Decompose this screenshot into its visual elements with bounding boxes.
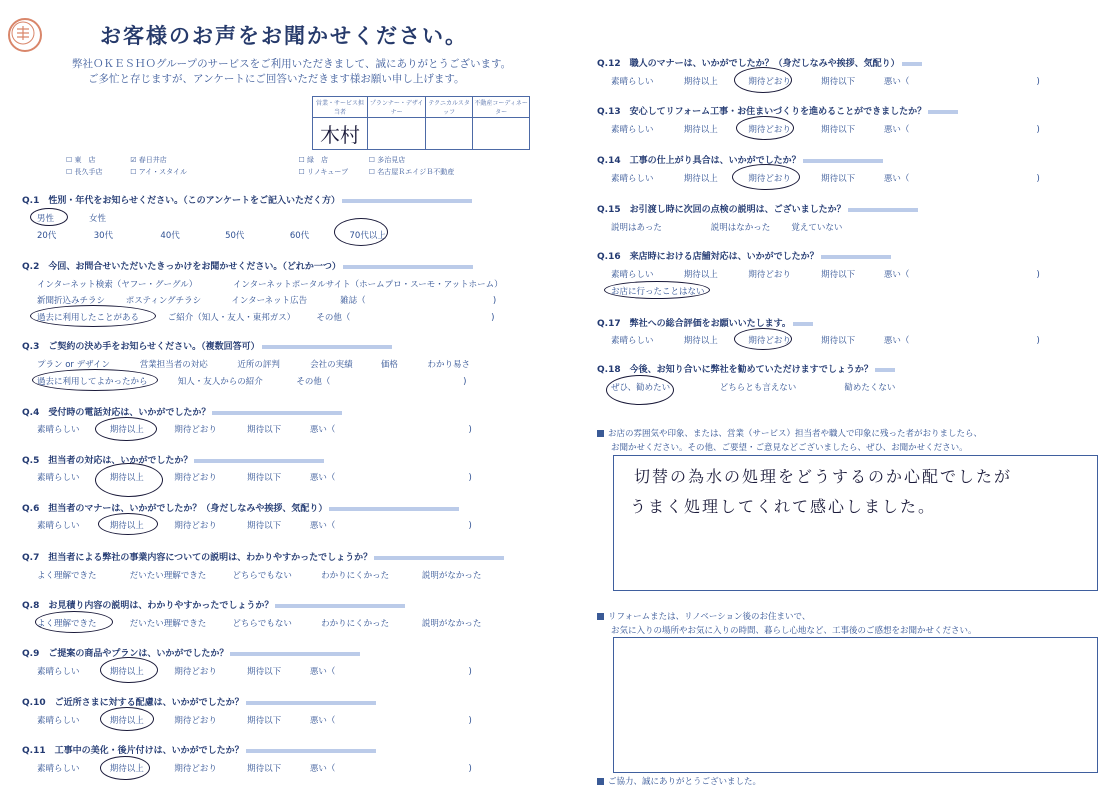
question-q18: Q.18 今後、お知り合いに弊社を勧めていただけますでしょうか？ bbox=[597, 362, 895, 375]
store-checkbox-row-2: ☐ 長久手店 ☐ アイ・スタイル ☐ リノキューブ ☐ 名古屋ＲエイジＢ不動産 bbox=[66, 168, 455, 176]
q18-options: ぜひ、勧めたい どちらとも言えない 勧めたくない bbox=[611, 383, 896, 393]
page-title: お客様のお声をお聞かせください。 bbox=[100, 24, 468, 48]
question-q12: Q.12 職人のマナーは、いかがでしたか？（身だしなみや挨拶、気配り） bbox=[597, 56, 922, 69]
intro-line-1: 弊社ＯＫＥＳＨＯグループのサービスをご利用いただきまして、誠にありがとうございます。 bbox=[72, 58, 512, 70]
q17-options: 素晴らしい 期待以上 期待どおり 期待以下 悪い（ ) bbox=[611, 336, 1040, 346]
question-q16: Q.16 来店時における店舗対応は、いかがでしたか？ bbox=[597, 249, 891, 262]
q13-options: 素晴らしい 期待以上 期待どおり 期待以下 悪い（ ) bbox=[611, 125, 1040, 135]
q10-options: 素晴らしい 期待以上 期待どおり 期待以下 悪い（ ) bbox=[37, 716, 472, 726]
section-marker-icon bbox=[597, 430, 604, 437]
question-q11: Q.11 工事中の美化・後片付けは、いかがでしたか？ bbox=[22, 743, 376, 756]
q5-options: 素晴らしい 期待以上 期待どおり 期待以下 悪い（ ) bbox=[37, 473, 472, 483]
question-q4: Q.4 受付時の電話対応は、いかがでしたか？ bbox=[22, 405, 342, 418]
q2-row-3: 過去に利用したことがある ご紹介（知人・友人・東邦ガス） その他（ ) bbox=[37, 313, 495, 323]
question-q13: Q.13 安心してリフォーム工事・お住まいづくりを進めることができましたか？ bbox=[597, 104, 958, 117]
question-q2: Q.2 今回、お問合せいただいたきっかけをお聞かせください。（どれか一つ） bbox=[22, 259, 473, 272]
answer-circle-q3 bbox=[32, 369, 158, 391]
answer-circle-q18 bbox=[606, 375, 674, 405]
staff-col-sales: 営業・サービス担当者 bbox=[313, 97, 368, 118]
answer-circle-q1-age bbox=[334, 218, 388, 246]
question-q9: Q.9 ご提案の商品やプランは、いかがでしたか？ bbox=[22, 646, 360, 659]
q12-options: 素晴らしい 期待以上 期待どおり 期待以下 悪い（ ) bbox=[611, 77, 1040, 87]
answer-circle-q8 bbox=[35, 611, 113, 633]
question-q17: Q.17 弊社への総合評価をお願いいたします。 bbox=[597, 316, 813, 329]
answer-circle-q16 bbox=[604, 281, 710, 299]
intro-line-2: ご多忙と存じますが、アンケートにご回答いただきます様お願い申し上げます。 bbox=[88, 73, 465, 85]
q15-options: 説明はあった 説明はなかった 覚えていない bbox=[611, 223, 843, 233]
answer-circle-q10 bbox=[100, 707, 154, 731]
q7-options: よく理解できた だいたい理解できた どちらでもない わかりにくかった 説明がなかった bbox=[37, 571, 482, 581]
comments-box-2[interactable] bbox=[613, 637, 1098, 773]
answer-circle-q11 bbox=[100, 756, 150, 780]
answer-circle-q13 bbox=[736, 116, 794, 140]
answer-circle-q2 bbox=[30, 305, 156, 327]
q11-options: 素晴らしい 期待以上 期待どおり 期待以下 悪い（ ) bbox=[37, 764, 472, 774]
question-q14: Q.14 工事の仕上がり具合は、いかがでしたか？ bbox=[597, 153, 883, 166]
answer-circle-q17 bbox=[734, 328, 792, 350]
staff-col-planner: プランナー・デザイナー bbox=[368, 97, 426, 118]
q2-row-1: インターネット検索（ヤフー・グーグル） インターネットポータルサイト（ホームプロ・スーモ・アットホーム） bbox=[37, 280, 503, 290]
handwritten-comment-line-1: 切替の為水の処理をどうするのか心配でしたが bbox=[634, 467, 1013, 486]
section-marker-icon bbox=[597, 613, 604, 620]
q1-row-2: 20代 30代 40代 50代 60代 70代以上 bbox=[37, 231, 386, 241]
answer-circle-q9 bbox=[100, 657, 158, 683]
question-q3: Q.3 ご契約の決め手をお知らせください。（複数回答可） bbox=[22, 339, 392, 352]
handwritten-comment-line-2: うまく処理してくれて感心しました。 bbox=[630, 497, 937, 516]
q3-row-2: 過去に利用してよかったから 知人・友人からの紹介 その他（ ) bbox=[37, 377, 467, 387]
q6-options: 素晴らしい 期待以上 期待どおり 期待以下 悪い（ ) bbox=[37, 521, 472, 531]
section-marker-icon bbox=[597, 778, 604, 785]
answer-circle-q4 bbox=[95, 417, 157, 441]
question-q5: Q.5 担当者の対応は、いかがでしたか？ bbox=[22, 453, 324, 466]
question-q1: Q.1 性別・年代をお知らせください。（このアンケートをご記入いただく方） bbox=[22, 193, 472, 206]
question-q8: Q.8 お見積り内容の説明は、わかりやすかったでしょうか？ bbox=[22, 598, 405, 611]
answer-circle-q6 bbox=[98, 513, 158, 535]
staff-col-realestate: 不動産コーディネーター bbox=[473, 97, 530, 118]
q16-options: 素晴らしい 期待以上 期待どおり 期待以下 悪い（ ) bbox=[611, 270, 1040, 280]
comments-prompt-1-line-1: お店の雰囲気や印象、または、営業（サービス）担当者や職人で印象に残った者がおりましたら、 bbox=[597, 427, 982, 439]
question-q6: Q.6 担当者のマナーは、いかがでしたか？（身だしなみや挨拶、気配り） bbox=[22, 501, 459, 514]
question-q7: Q.7 担当者による弊社の事業内容についての説明は、わかりやすかったでしょうか？ bbox=[22, 550, 504, 563]
question-q15: Q.15 お引渡し時に次回の点検の説明は、ございましたか？ bbox=[597, 202, 918, 215]
staff-table bbox=[312, 96, 530, 150]
comments-prompt-2-line-1: リフォームまたは、リノベーション後のお住まいで、 bbox=[597, 610, 810, 622]
q1-row-1: 男性 女性 bbox=[37, 214, 107, 224]
q2-row-2: 新聞折込みチラシ ポスティングチラシ インターネット広告 雑誌（ ) bbox=[37, 296, 497, 306]
comments-prompt-1-line-2: お聞かせください。その他、ご要望・ご意見などございましたら、ぜひ、お聞かせください。 bbox=[611, 443, 968, 453]
answer-circle-q5 bbox=[95, 463, 163, 497]
q3-row-1: プラン or デザイン 営業担当者の対応 近所の評判 会社の実績 価格 わかり易さ bbox=[37, 360, 471, 370]
comments-box-1[interactable] bbox=[613, 455, 1098, 591]
seal-stamp bbox=[8, 18, 42, 52]
staff-name-handwritten: 木村 bbox=[313, 118, 368, 150]
footer-thanks: ご協力、誠にありがとうございました。 bbox=[597, 775, 761, 787]
staff-col-technical: テクニカルスタッフ bbox=[426, 97, 473, 118]
q8-options: よく理解できた だいたい理解できた どちらでもない わかりにくかった 説明がなかった bbox=[37, 619, 482, 629]
answer-circle-q14 bbox=[732, 164, 800, 190]
store-checkbox-row-1: ☐ 東 店 ☑ 春日井店 ☐ 緑 店 ☐ 多治見店 bbox=[66, 156, 406, 164]
q14-options: 素晴らしい 期待以上 期待どおり 期待以下 悪い（ ) bbox=[611, 174, 1040, 184]
answer-circle-q12 bbox=[734, 67, 792, 93]
comments-prompt-2-line-2: お気に入りの場所やお気に入りの時間、暮らし心地など、工事後のご感想をお聞かせください。 bbox=[611, 626, 977, 636]
q9-options: 素晴らしい 期待以上 期待どおり 期待以下 悪い（ ) bbox=[37, 667, 472, 677]
q16-options-row-2: お店に行ったことはない bbox=[611, 287, 705, 297]
question-q10: Q.10 ご近所さまに対する配慮は、いかがでしたか？ bbox=[22, 695, 376, 708]
q4-options: 素晴らしい 期待以上 期待どおり 期待以下 悪い（ ) bbox=[37, 425, 472, 435]
answer-circle-q1-gender bbox=[30, 208, 68, 226]
